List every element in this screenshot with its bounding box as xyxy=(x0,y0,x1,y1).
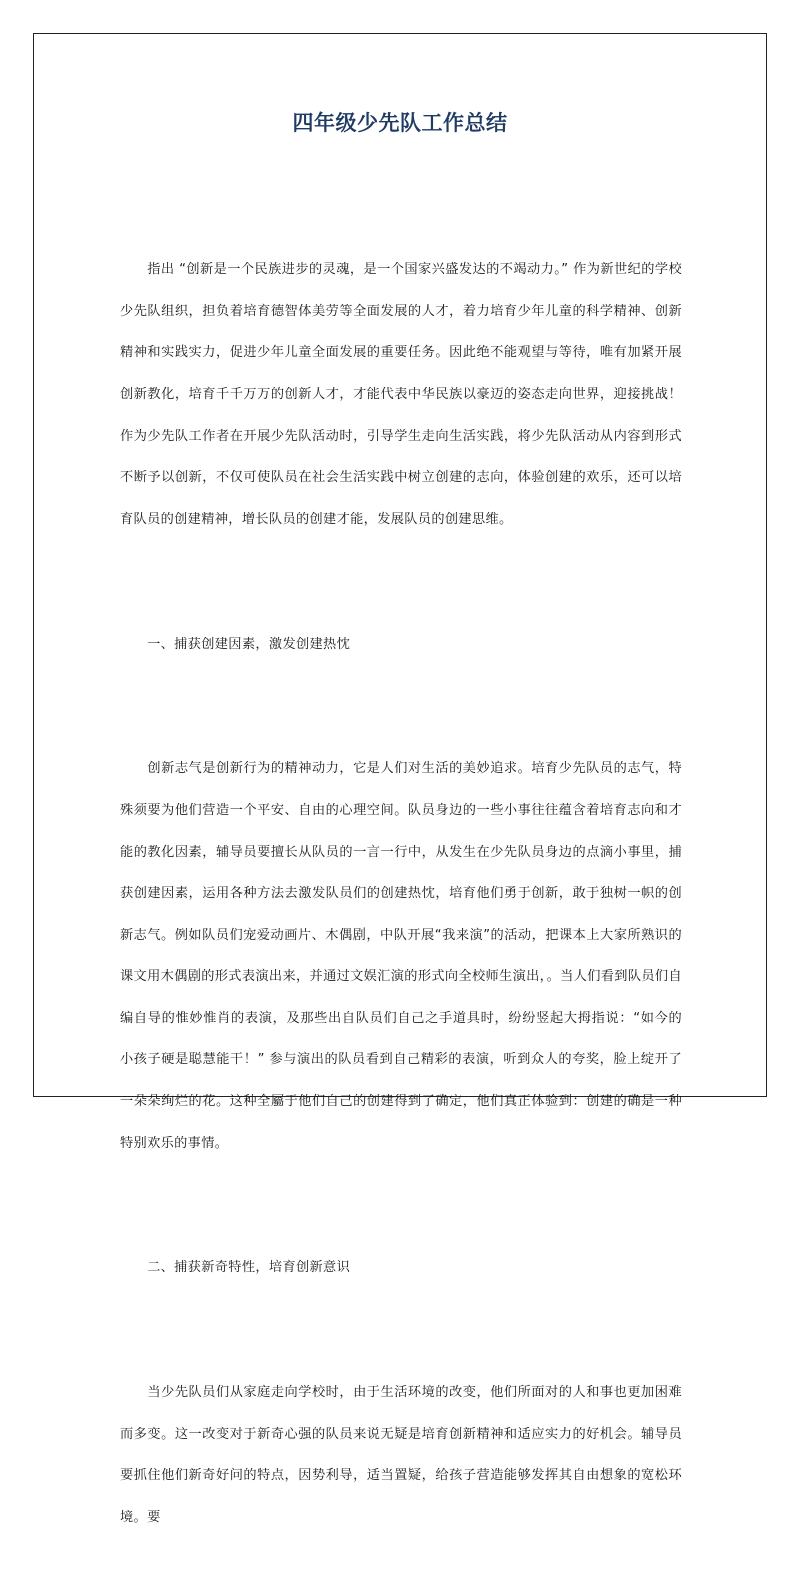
document-title: 四年级少先队工作总结 xyxy=(292,111,508,135)
document-body xyxy=(120,166,682,1580)
section-heading-1: 一、捕获创建因素，激发创建热忱 xyxy=(120,636,351,652)
section-heading-2: 二、捕获新奇特性，培育创新意识 xyxy=(120,1260,351,1276)
paragraph-section-2: 当少先队员们从家庭走向学校时，由于生活环境的改变，他们所面对的人和事也更加困难而多变。这一改变对于新奇心强的队员来说无疑是培育创新精神和适应实力的好机会。辅导员要抓住他们新奇好问的特点，因势利导，适当置疑，给孩子营造能够发挥其自由想象的宽松环境。要 xyxy=(120,1385,682,1525)
paragraph-section-1: 创新志气是创新行为的精神动力，它是人们对生活的美妙追求。培育少先队员的志气，特殊须要为他们营造一个平安、自由的心理空间。队员身边的一些小事往往蕴含着培育志向和才能的教化因素，辅导员要擅长从队员的一言一行中，从发生在少先队员身边的点滴小事里，捕获创建因素，运用各种方法去激发队员们的创建热忱，培育他们勇于创新，敢于独树一帜的创新志气。例如队员们宠爱动画片、木偶剧，中队开展“我来演”的活动，把课本上大家所熟识的课文用木偶剧的形式表演出来，并通过文娱汇演的形式向全校师生演出，。当人们看到队员们自编自导的惟妙惟肖的表演，及那些出自队员们自己之手道具时，纷纷竖起大拇指说：“如今的小孩子硬是聪慧能干！” 参与演出的队员看到自己精彩的表演，听到众人的夸奖，脸上绽开了一朵朵绚烂的花。这种全屬于他们自己的创建得到了确定，他们真正体验到：创建的确是一种特别欢乐的事情。 xyxy=(120,761,682,1151)
paragraph-intro: 指出 “创新是一个民族进步的灵魂，是一个国家兴盛发达的不竭动力。” 作为新世纪的学校少先队组织，担负着培育德智体美劳等全面发展的人才，着力培育少年儿童的科学精神、创新精神和实践实力，促进少年儿童全面发展的重要任务。因此绝不能观望与等待，唯有加紧开展创新教化，培育千千万万的创新人才，才能代表中华民族以豪迈的姿态走向世界，迎接挑战！作为少先队工作者在开展少先队活动时，引导学生走向生活实践，将少先队活动从内容到形式不断予以创新，不仅可使队员在社会生活实践中树立创建的志向，体验创建的欢乐，还可以培育队员的创建精神，增长队员的创建才能，发展队员的创建思维。 xyxy=(120,262,683,527)
